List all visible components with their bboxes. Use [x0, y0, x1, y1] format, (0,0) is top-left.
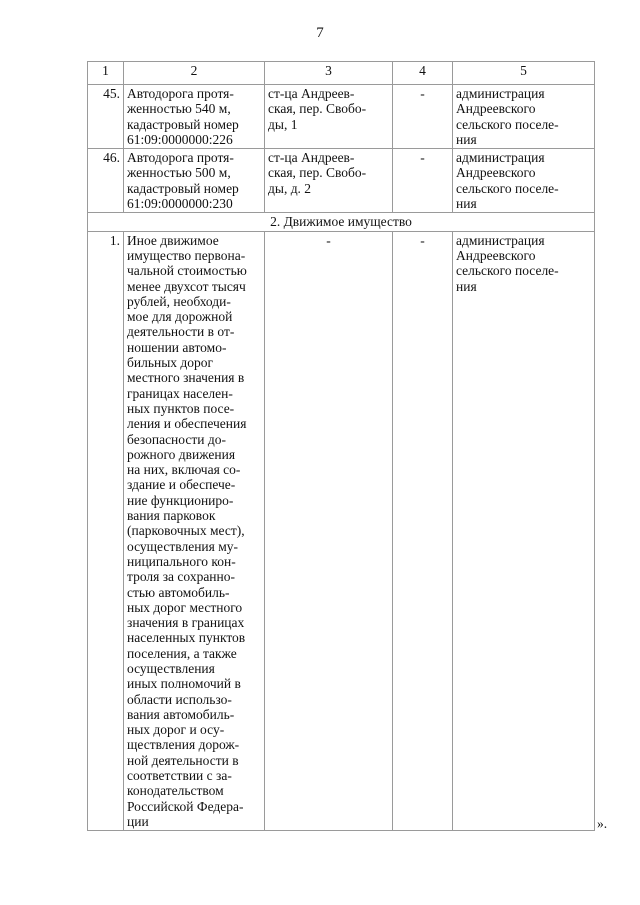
table-row — [88, 149, 595, 213]
column-4-value: - — [393, 149, 453, 213]
property-name: Иное движимое имущество первона- чальной стоимостью менее двухсот тысяч рублей, необходи- мое для дорожной деятельности в от- ношении автомо- бильных дорог местного значения в границах населен- ных пунктов посе- ления и обеспечения безопасности до- рожного движения на них, включая со- здание и обеспече- ние функциониро- вания парковок (парковочных мест), осуществления му- ниципального кон- троля за сохранно- стью автомобиль- ных дорог местного значения в границах населенных пунктов поселения, а также осуществления иных полномочий в области использо- вания автомобиль- ных дорог и осу- ществления дорож- ной деятельности в соответствии с за- конодательством Российской Федера- ции — [124, 231, 265, 831]
section-header-row — [88, 213, 595, 231]
property-owner: администрация Андреевского сельского поселе- ния — [453, 231, 595, 831]
column-header: 5 — [453, 62, 595, 85]
closing-quote: ». — [597, 816, 608, 831]
table-row — [88, 85, 595, 149]
column-header: 1 — [88, 62, 124, 85]
table-header-row — [88, 62, 595, 85]
page-number: 7 — [316, 25, 324, 41]
column-header: 4 — [393, 62, 453, 85]
property-registry-table — [87, 61, 595, 831]
property-owner: администрация Андреевского сельского поселе- ния — [453, 149, 595, 213]
row-number: 45. — [88, 85, 124, 149]
section-title: 2. Движимое имущество — [88, 213, 595, 231]
property-address: ст-ца Андреев- ская, пер. Свобо- ды, д. 2 — [265, 149, 393, 213]
column-4-value: - — [393, 85, 453, 149]
property-name: Автодорога протя- женностью 500 м, кадастровый номер 61:09:0000000:230 — [124, 149, 265, 213]
column-4-value: - — [393, 231, 453, 831]
table-row — [88, 231, 595, 831]
property-owner: администрация Андреевского сельского поселе- ния — [453, 85, 595, 149]
property-address: - — [265, 231, 393, 831]
column-header: 2 — [124, 62, 265, 85]
row-number: 46. — [88, 149, 124, 213]
column-header: 3 — [265, 62, 393, 85]
property-address: ст-ца Андреев- ская, пер. Свобо- ды, 1 — [265, 85, 393, 149]
property-name: Автодорога протя- женностью 540 м, кадастровый номер 61:09:0000000:226 — [124, 85, 265, 149]
row-number: 1. — [88, 231, 124, 831]
